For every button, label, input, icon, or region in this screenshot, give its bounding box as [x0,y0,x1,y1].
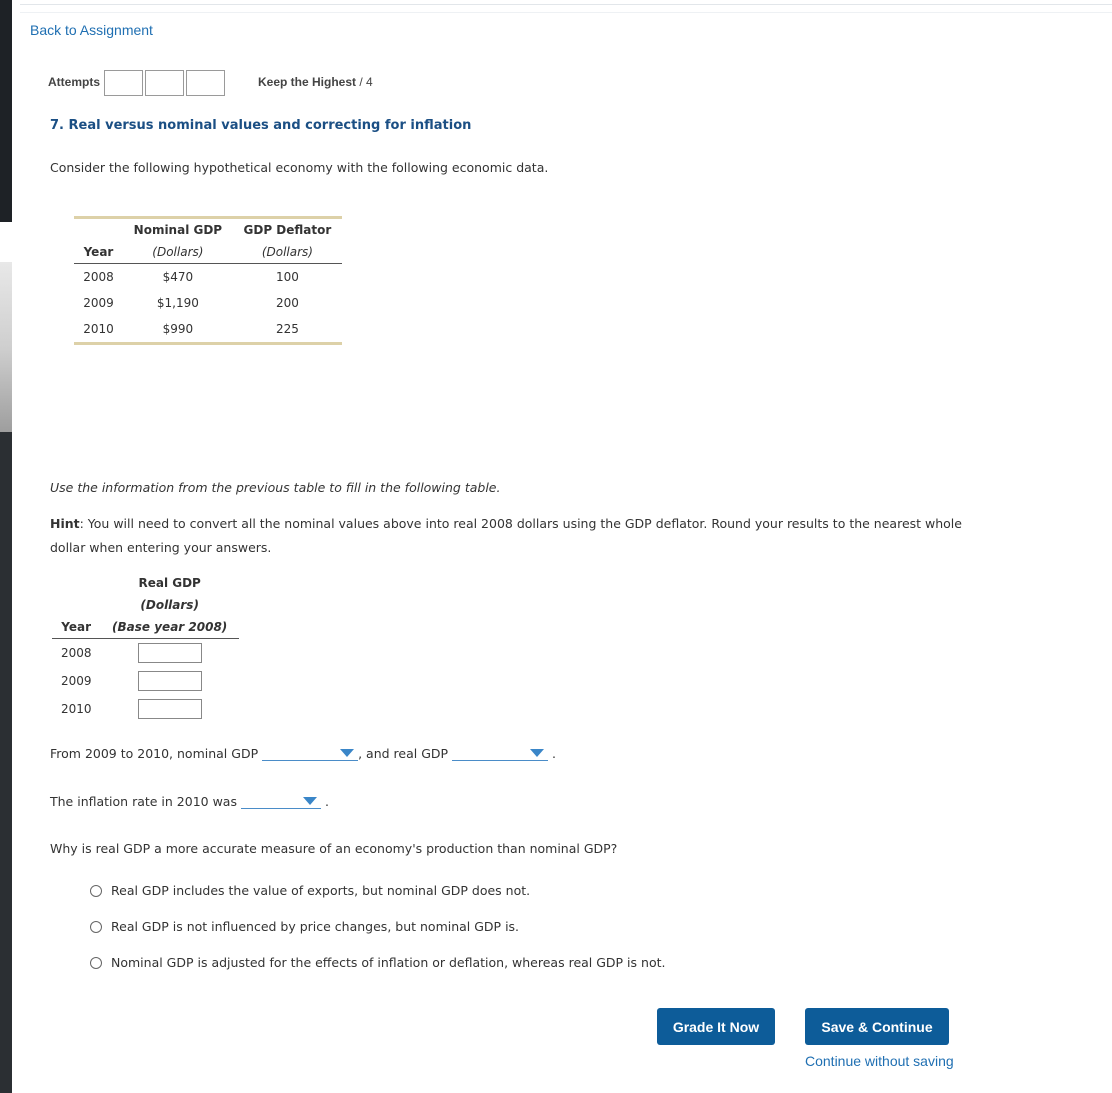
sentence-text: From 2009 to 2010, nominal GDP [50,746,259,761]
sentence-text: The inflation rate in 2010 was [50,794,237,809]
base-year-label: (Base year 2008) [100,616,239,639]
real-gdp-header: Real GDP [138,576,201,590]
attempt-box [145,70,184,96]
inflation-rate-dropdown[interactable] [241,792,321,809]
radio-button[interactable] [90,921,102,933]
chevron-down-icon [530,749,544,757]
year-cell: 2010 [83,322,114,336]
deflator-cell: 225 [275,322,299,336]
keep-highest-label [258,75,373,89]
keep-highest-text: Keep the Highest [258,75,357,89]
table-row [74,316,342,344]
top-divider-2 [20,12,1112,13]
year-cell: 2009 [61,674,92,688]
table-row [52,639,239,668]
gdp-deflator-header: GDP Deflator [243,223,332,237]
left-sidebar [0,0,12,1093]
attempt-box [104,70,143,96]
option-label: Real GDP includes the value of exports, but nominal GDP does not. [111,883,531,898]
attempt-boxes [104,70,227,96]
table-row [52,695,239,723]
hint-label: Hint [50,516,80,531]
table-row [74,290,342,316]
year-cell: 2010 [61,702,92,716]
option-label: Nominal GDP is adjusted for the effects of inflation or deflation, whereas real GDP is not. [111,955,666,970]
question-title: 7. Real versus nominal values and correcting for inflation [50,118,472,133]
blank-header [52,572,100,594]
nominal-real-sentence [50,744,556,761]
back-to-assignment-link[interactable]: Back to Assignment [30,22,153,38]
nominal-cell: $470 [162,270,194,284]
save-and-continue-button[interactable]: Save & Continue [805,1008,949,1045]
nominal-gdp-unit: (Dollars) [123,241,233,264]
sentence-end: . [552,746,556,761]
chevron-down-icon [303,797,317,805]
question-intro: Consider the following hypothetical economy with the following economic data. [50,160,549,175]
inflation-sentence [50,792,329,809]
deflator-cell: 100 [275,270,299,284]
year-cell: 2008 [83,270,114,284]
gdp-deflator-unit: (Dollars) [233,241,342,264]
option-label: Real GDP is not influenced by price changes, but nominal GDP is. [111,919,520,934]
sentence-end: . [324,794,329,809]
year-header: Year [52,616,100,639]
chevron-down-icon [340,749,354,757]
economic-data-table [74,216,342,345]
year-cell: 2009 [83,296,114,310]
nominal-cell: $1,190 [156,296,199,310]
grade-it-now-button[interactable]: Grade It Now [657,1008,775,1045]
attempt-box [186,70,225,96]
mcq-option[interactable] [90,955,665,970]
keep-highest-suffix: / 4 [359,75,373,89]
real-gdp-table [52,572,239,723]
table-row [52,667,239,695]
blank-header [52,594,100,616]
hint-line [50,516,962,531]
year-header: Year [74,241,123,264]
nominal-cell: $990 [162,322,194,336]
nominal-gdp-change-dropdown[interactable] [262,744,358,761]
continue-without-saving-link[interactable]: Continue without saving [805,1053,954,1069]
table-row [74,264,342,291]
deflator-cell: 200 [275,296,299,310]
use-info-text: Use the information from the previous table to fill in the following table. [50,480,501,495]
blank-header [74,218,123,242]
radio-button[interactable] [90,885,102,897]
hint-line-2: dollar when entering your answers. [50,540,272,555]
nominal-gdp-header: Nominal GDP [133,223,223,237]
top-divider [20,4,1112,5]
mcq-question: Why is real GDP a more accurate measure of an economy's production than nominal GDP? [50,841,618,856]
real-gdp-2009-input[interactable] [138,671,202,691]
radio-button[interactable] [90,957,102,969]
sentence-text: , and real GDP [358,746,449,761]
real-gdp-2010-input[interactable] [138,699,202,719]
real-gdp-2008-input[interactable] [138,643,202,663]
real-gdp-change-dropdown[interactable] [452,744,548,761]
year-cell: 2008 [61,646,92,660]
hint-text: : You will need to convert all the nominal values above into real 2008 dollars using the GDP deflator. Round your results to the nearest whole [79,516,962,531]
mcq-option[interactable] [90,919,519,934]
real-gdp-unit: (Dollars) [140,598,199,612]
attempts-label: Attempts [48,75,101,89]
mcq-option[interactable] [90,883,530,898]
